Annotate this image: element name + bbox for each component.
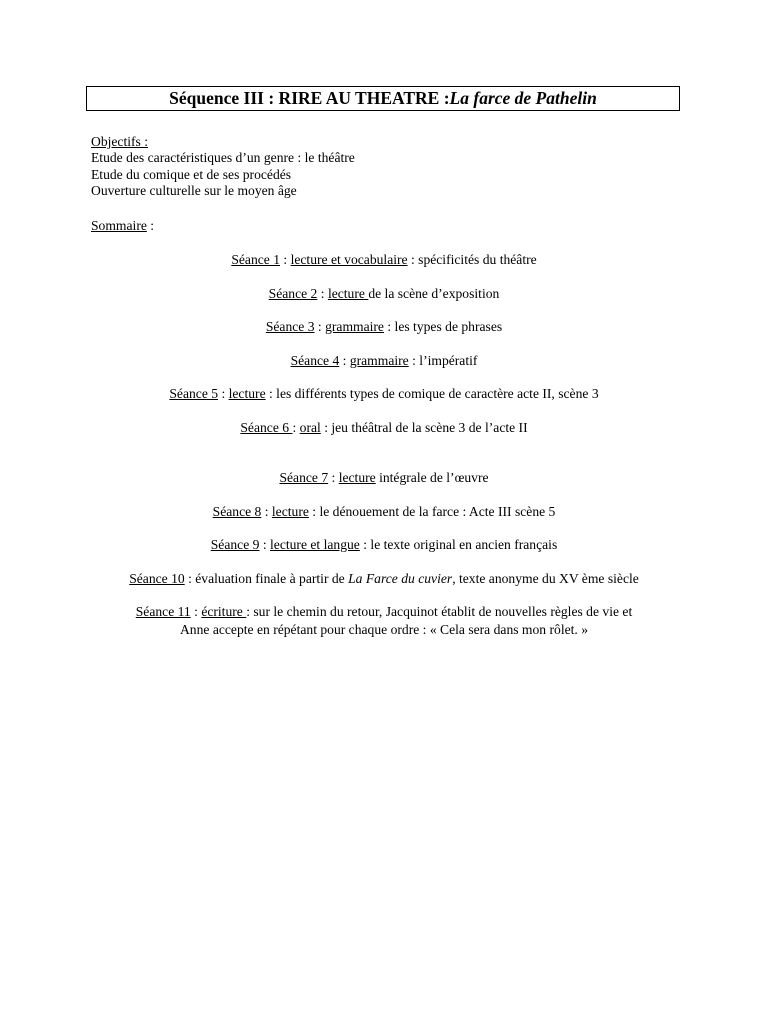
seance-activity: lecture — [228, 386, 266, 401]
seance-line-4 — [0, 353, 768, 369]
objectif-item: Etude du comique et de ses procédés — [91, 166, 292, 182]
seance-label: Séance 11 — [135, 604, 191, 619]
title-prefix: Séquence III : RIRE AU THEATRE : — [169, 88, 450, 108]
seance-label: Séance 1 — [231, 252, 280, 267]
seance-sep: : — [280, 252, 291, 267]
seance-sep: : — [218, 386, 229, 401]
seance-line-7 — [0, 470, 768, 486]
seance-label: Séance 7 — [279, 470, 329, 485]
seance-line-11-continued — [0, 622, 768, 638]
objectif-item: Etude des caractéristiques d’un genre : le théâtre — [91, 150, 355, 166]
seance-description: : le dénouement de la farce : Acte III scène 5 — [308, 504, 556, 519]
objectifs-block — [91, 134, 355, 200]
seance-sep: : — [190, 604, 202, 619]
seance-line-6 — [0, 420, 768, 436]
seance-label: Séance 5 — [169, 386, 219, 401]
seance-work-title: La Farce du cuvier — [348, 571, 453, 586]
seance-description-line2: Anne accepte en répétant pour chaque ordre : « Cela sera dans mon rôlet. » — [179, 622, 589, 637]
seance-sep: : — [339, 353, 350, 368]
seance-line-8 — [0, 504, 768, 520]
seance-sep: : — [328, 470, 339, 485]
seance-line-10 — [0, 571, 768, 587]
seance-label: Séance 8 — [212, 504, 262, 519]
seance-description: : l’impératif — [408, 353, 478, 368]
seance-description: : sur le chemin du retour, Jacquinot établit de nouvelles règles de vie et — [246, 604, 633, 619]
sequence-title — [86, 86, 680, 111]
seance-activity: grammaire — [325, 319, 384, 334]
seance-label: Séance 10 — [129, 571, 185, 586]
seance-sep: : — [317, 286, 328, 301]
seance-description-end: , texte anonyme du XV ème siècle — [452, 571, 639, 586]
seance-line-11 — [0, 604, 768, 620]
seance-activity: lecture et vocabulaire — [290, 252, 408, 267]
seance-line-5 — [0, 386, 768, 402]
objectif-item: Ouverture culturelle sur le moyen âge — [91, 183, 297, 199]
sommaire-heading: Sommaire — [91, 218, 147, 233]
seance-sep: : — [184, 571, 196, 586]
seance-sep: : — [314, 319, 326, 334]
seance-description: : le texte original en ancien français — [359, 537, 558, 552]
seance-line-9 — [0, 537, 768, 553]
seance-description: : jeu théâtral de la scène 3 de l’acte II — [320, 420, 528, 435]
title-work: La farce de Pathelin — [449, 88, 597, 108]
seance-activity: lecture — [271, 504, 309, 519]
seance-label: Séance 6 — [240, 420, 293, 435]
seance-description: : les types de phrases — [383, 319, 503, 334]
seance-line-3 — [0, 319, 768, 335]
sommaire-suffix: : — [146, 218, 155, 233]
seance-line-1 — [0, 252, 768, 268]
seance-activity: lecture — [338, 470, 376, 485]
seance-activity: oral — [299, 420, 321, 435]
seance-description: de la scène d’exposition — [368, 286, 500, 301]
seance-sep: : — [261, 504, 272, 519]
seance-activity: lecture — [327, 286, 369, 301]
seance-description: : spécificités du théâtre — [407, 252, 537, 267]
seance-label: Séance 4 — [290, 353, 340, 368]
seance-line-2 — [0, 286, 768, 302]
seance-sep: : — [259, 537, 271, 552]
seance-label: Séance 3 — [265, 319, 315, 334]
seance-sep: : — [292, 420, 300, 435]
seance-description: intégrale de l’œuvre — [375, 470, 489, 485]
seance-activity: écriture — [201, 604, 247, 619]
seance-activity: grammaire — [349, 353, 409, 368]
sommaire-heading-line — [91, 218, 154, 234]
seance-activity: lecture et langue — [270, 537, 360, 552]
seance-description: évaluation finale à partir de — [195, 571, 349, 586]
objectifs-heading: Objectifs : — [91, 134, 149, 149]
seance-label: Séance 2 — [268, 286, 318, 301]
seance-description: : les différents types de comique de caractère acte II, scène 3 — [265, 386, 599, 401]
seance-label: Séance 9 — [210, 537, 260, 552]
